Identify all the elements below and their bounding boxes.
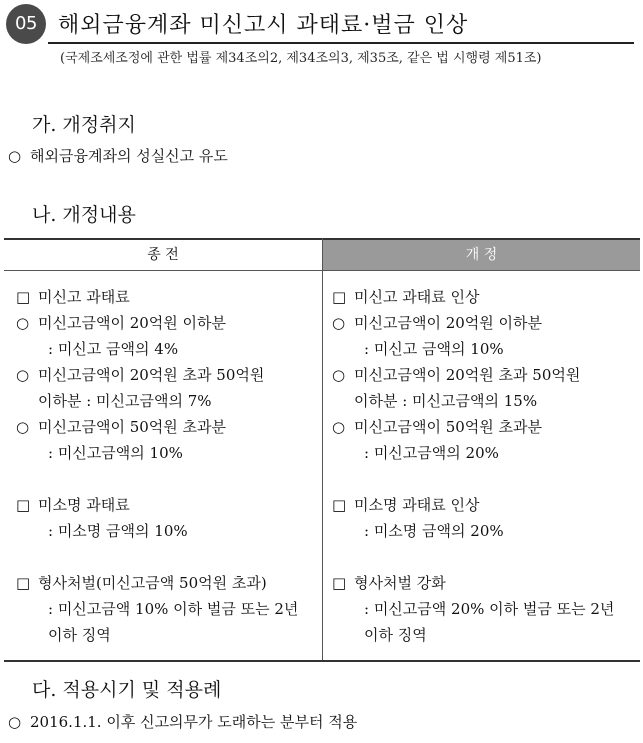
checkbox-square-icon: □ (332, 574, 347, 592)
after-unexplained-head: 미소명 과태료 인상 (354, 496, 480, 514)
list-item (332, 572, 446, 593)
section-number-badge: 05 (6, 4, 46, 44)
before-criminal-a: : 미신고금액 10% 이하 벌금 또는 2년 (48, 600, 299, 618)
effective-item (8, 711, 357, 732)
before-fine-3b: : 미신고금액의 10% (48, 444, 183, 462)
column-header-after: 개 정 (323, 240, 640, 270)
after-criminal-b: 이하 징역 (364, 626, 427, 644)
after-fine-1a: 미신고금액이 20억원 이하분 (354, 314, 543, 332)
list-item (332, 494, 479, 515)
table-bottom-rule (4, 660, 640, 662)
comparison-table (4, 238, 640, 662)
list-item (16, 286, 130, 307)
purpose-item (8, 145, 228, 166)
after-fine-3b: : 미신고금액의 20% (364, 444, 499, 462)
column-header-before: 종 전 (4, 240, 322, 270)
legal-basis: (국제조세조정에 관한 법률 제34조의2, 제34조의3, 제35조, 같은 법 시행령 제51조) (60, 51, 542, 66)
before-fine-1a: 미신고금액이 20억원 이하분 (38, 314, 227, 332)
checkbox-square-icon: □ (16, 574, 31, 592)
before-fine-1b: : 미신고 금액의 4% (48, 340, 179, 358)
before-fine-2b: 이하분 : 미신고금액의 7% (38, 392, 212, 410)
circle-bullet-icon: ○ (8, 147, 22, 165)
page-title: 해외금융계좌 미신고시 과태료·벌금 인상 (58, 13, 469, 38)
list-item (16, 494, 130, 515)
before-criminal-head: 형사처벌(미신고금액 50억원 초과) (38, 574, 267, 592)
list-item (332, 416, 542, 437)
before-fine-3a: 미신고금액이 50억원 초과분 (38, 418, 227, 436)
list-item (16, 364, 264, 385)
circle-bullet-icon: ○ (332, 418, 346, 436)
list-item (16, 312, 226, 333)
circle-bullet-icon: ○ (16, 314, 30, 332)
title-divider (48, 42, 634, 44)
list-item (332, 286, 479, 307)
circle-bullet-icon: ○ (8, 713, 22, 731)
table-column-divider (322, 238, 323, 662)
checkbox-square-icon: □ (16, 288, 31, 306)
after-criminal-head: 형사처벌 강화 (354, 574, 446, 592)
list-item (16, 416, 226, 437)
circle-bullet-icon: ○ (332, 314, 346, 332)
checkbox-square-icon: □ (16, 496, 31, 514)
list-item (16, 572, 267, 593)
before-fine-2a: 미신고금액이 20억원 초과 50억원 (38, 366, 265, 384)
checkbox-square-icon: □ (332, 288, 347, 306)
before-criminal-b: 이하 징역 (48, 626, 111, 644)
content-heading: 나. 개정내용 (32, 204, 136, 226)
before-unexplained-a: : 미소명 금액의 10% (48, 522, 188, 540)
after-fine-3a: 미신고금액이 50억원 초과분 (354, 418, 543, 436)
list-item (332, 364, 580, 385)
circle-bullet-icon: ○ (16, 366, 30, 384)
after-criminal-a: : 미신고금액 20% 이하 벌금 또는 2년 (364, 600, 615, 618)
after-fine-2b: 이하분 : 미신고금액의 15% (354, 392, 538, 410)
before-unexplained-head: 미소명 과태료 (38, 496, 130, 514)
before-fine-head: 미신고 과태료 (38, 288, 130, 306)
after-unexplained-a: : 미소명 금액의 20% (364, 522, 504, 540)
purpose-heading: 가. 개정취지 (32, 114, 136, 136)
after-fine-2a: 미신고금액이 20억원 초과 50억원 (354, 366, 581, 384)
circle-bullet-icon: ○ (16, 418, 30, 436)
checkbox-square-icon: □ (332, 496, 347, 514)
effective-item-text: 2016.1.1. 이후 신고의무가 도래하는 분부터 적용 (30, 713, 358, 731)
list-item (332, 312, 542, 333)
effective-heading: 다. 적용시기 및 적용례 (32, 679, 222, 701)
purpose-item-text: 해외금융계좌의 성실신고 유도 (30, 147, 228, 165)
after-fine-head: 미신고 과태료 인상 (354, 288, 480, 306)
circle-bullet-icon: ○ (332, 366, 346, 384)
after-fine-1b: : 미신고 금액의 10% (364, 340, 504, 358)
